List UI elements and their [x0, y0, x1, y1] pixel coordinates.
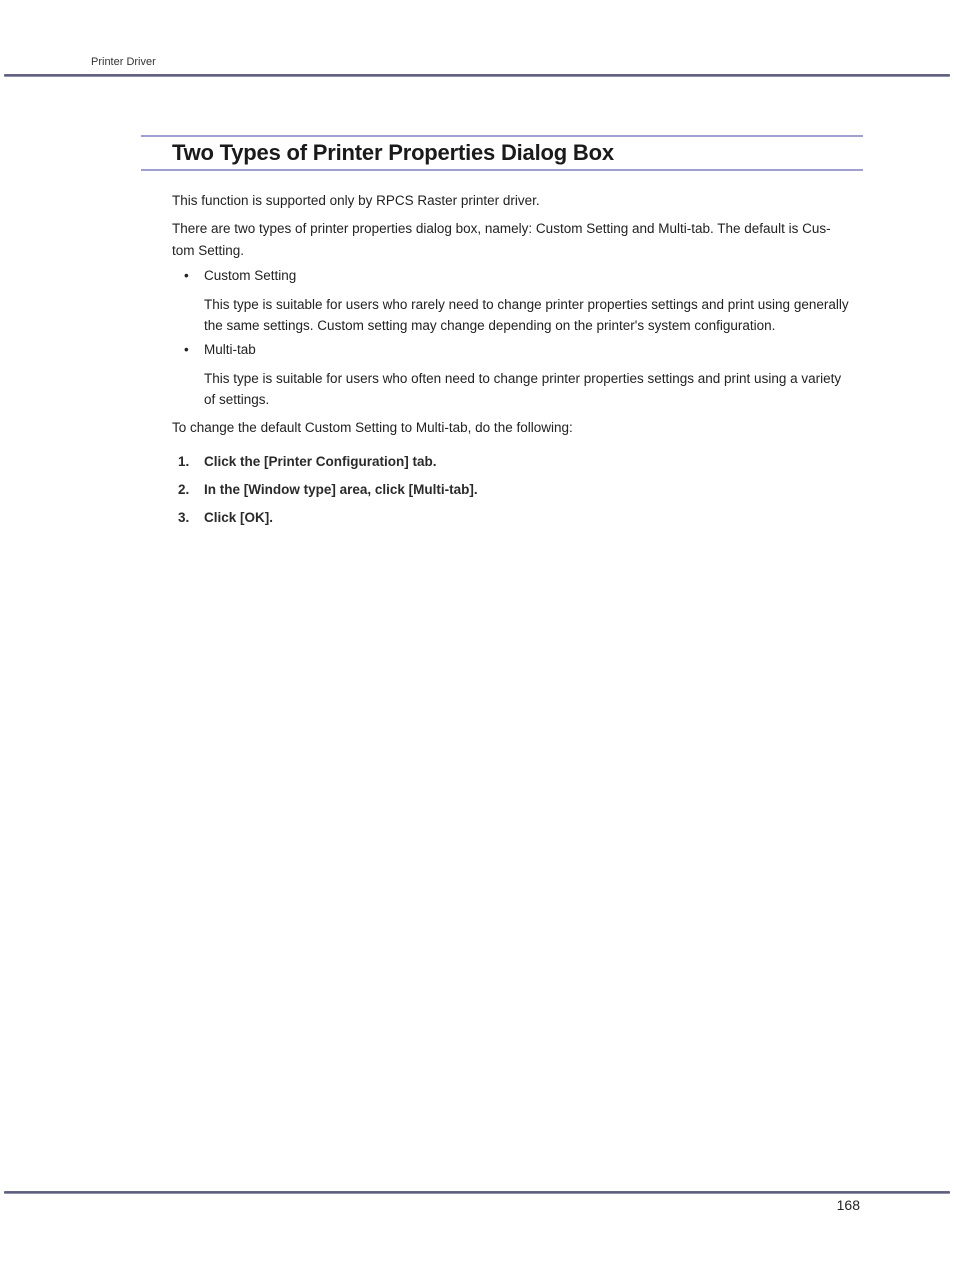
footer-rule	[4, 1191, 950, 1194]
step-text: Click the [Printer Configuration] tab.	[204, 454, 437, 469]
procedure-intro: To change the default Custom Setting to Multi-tab, do the following:	[172, 420, 573, 435]
paragraph-intro: This function is supported only by RPCS Raster printer driver.	[172, 193, 540, 208]
step-number: 2.	[178, 482, 190, 497]
paragraph-types-line2: tom Setting.	[172, 243, 245, 258]
bullet-label-multi-tab: Multi-tab	[204, 342, 256, 357]
bullet-marker: •	[184, 342, 189, 357]
bullet-label-custom-setting: Custom Setting	[204, 268, 297, 283]
step-text: Click [OK].	[204, 510, 274, 525]
bullet-desc-custom-setting-line2: the same settings. Custom setting may change depending on the printer's system configuration.	[204, 318, 776, 333]
bullet-desc-multi-tab-line2: of settings.	[204, 392, 270, 407]
header-rule	[4, 74, 950, 77]
paragraph-types-line1: There are two types of printer properties dialog box, namely: Custom Setting and Multi-tab. The default is Cus-	[172, 221, 831, 236]
step-number: 3.	[178, 510, 190, 525]
page-number: 168	[836, 1197, 860, 1213]
section-title: Two Types of Printer Properties Dialog Box	[172, 140, 614, 165]
step-text: In the [Window type] area, click [Multi-tab].	[204, 482, 478, 497]
step-number: 1.	[178, 454, 190, 469]
running-header: Printer Driver	[91, 56, 156, 68]
section-title-box	[141, 135, 863, 171]
bullet-desc-multi-tab-line1: This type is suitable for users who often need to change printer properties settings and print using a variety	[204, 371, 842, 386]
bullet-desc-custom-setting-line1: This type is suitable for users who rarely need to change printer properties settings and print using generally	[204, 297, 849, 312]
bullet-marker: •	[184, 268, 189, 283]
